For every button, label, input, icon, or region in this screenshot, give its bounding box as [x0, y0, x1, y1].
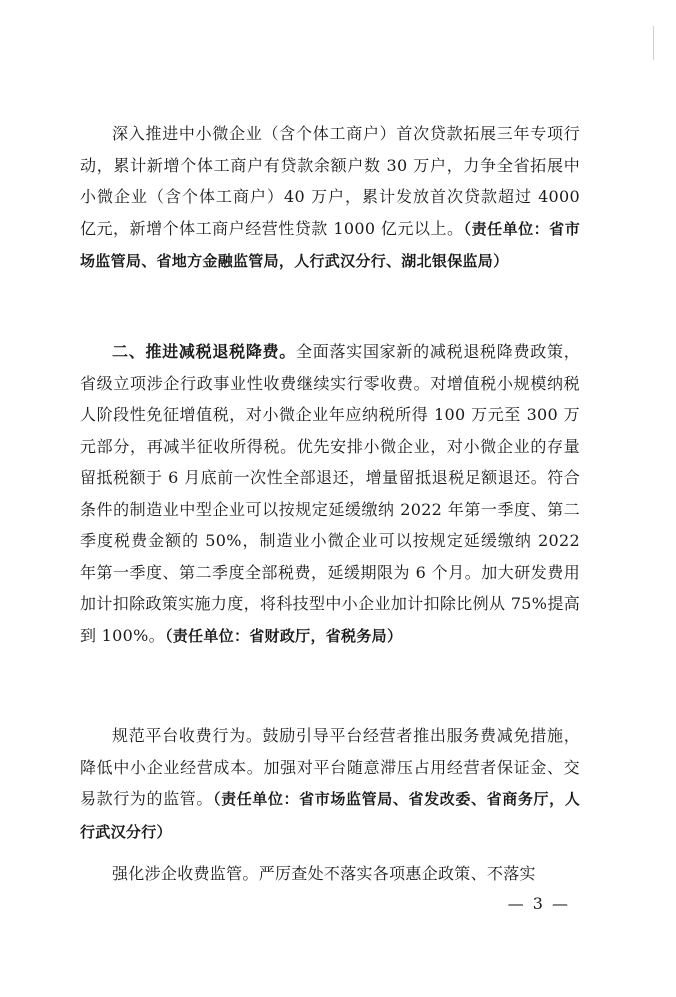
paragraph-text: 强化涉企收费监管。严厉查处不落实各项惠企政策、不落实 [112, 864, 536, 883]
paragraph-text: 全面落实国家新的减税退税降费政策，省级立项涉企行政事业性收费继续实行零收费。对增值税小规模纳税人阶段性免征增值税，对小微企业年应纳税所得 100 万元至 300 万元部分，再减半征收所得税。优先安排小微企业，对小微企业的存量留抵税额于 6 月底前一次性全部退还，增量留抵退税足额退还。符合条件的制造业中型企业可以按规定延缓缴纳 2022 年第一季度、第二季度税费金额的 50%，制造业小微企业可以按规定延缓缴纳 2022 年第一季度、第二季度全部税费，延缓期限为 6 个月。加大研发费用加计扣除政策实施力度，将科技型中小企业加计扣除比例从 75%提高到 100%。 [80, 342, 580, 645]
responsibility-note: （责任单位：省财政厅，省税务局） [164, 626, 403, 645]
section-heading: 二、推进减税退税降费。 [112, 342, 297, 361]
page-number: — 3 — [507, 894, 570, 913]
responsibility-note: （责任单位：省市场监管局、省发改委、省商务厅，人行武汉分行） [80, 790, 580, 841]
section-tax-reduction [80, 336, 580, 652]
scan-edge-mark [653, 26, 654, 60]
paragraph-fee-supervision [80, 858, 580, 890]
responsibility-note: （责任单位：省市场监管局、省地方金融监管局，人行武汉分行、湖北银保监局） [80, 219, 580, 270]
paragraph-loan-expansion [80, 118, 580, 278]
paragraph-text: 规范平台收费行为。鼓励引导平台经营者推出服务费减免措施，降低中小企业经营成本。加强对平台随意滞压占用经营者保证金、交易款行为的监管。 [80, 726, 580, 808]
paragraph-text: 深入推进中小微企业（含个体工商户）首次贷款拓展三年专项行动，累计新增个体工商户有贷款余额户数 30 万户，力争全省拓展中小微企业（含个体工商户）40 万户，累计发放首次贷款超过 4000 亿元，新增个体工商户经营性贷款 1000 亿元以上。 [80, 124, 580, 238]
paragraph-platform-fees [80, 720, 580, 848]
